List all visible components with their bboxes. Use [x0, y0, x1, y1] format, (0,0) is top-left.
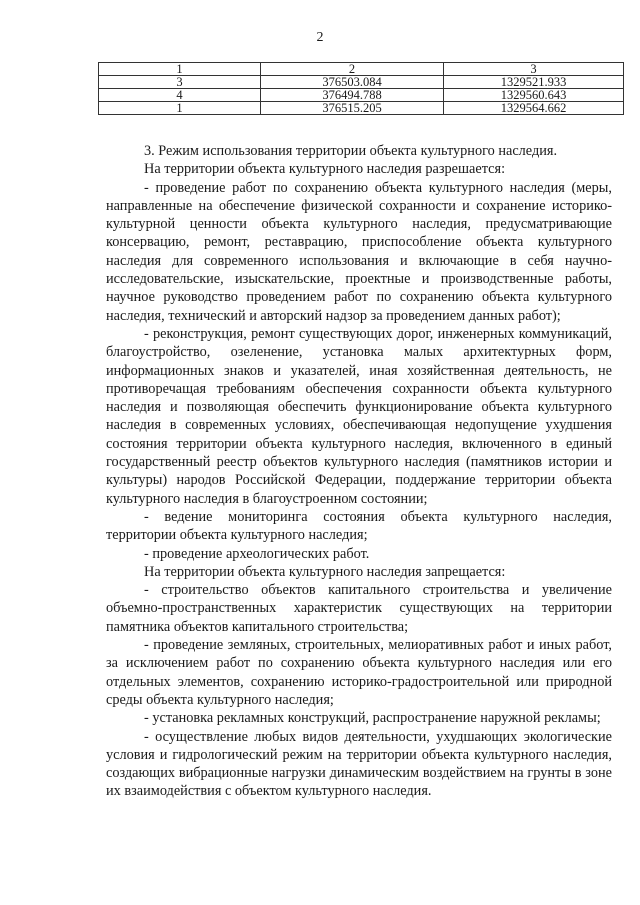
list-item: - строительство объектов капитального строительства и увеличение объемно-пространственных характеристик существующих на территории памятника объектов капитального строительства;	[106, 582, 612, 635]
table-cell-y: 1329521.933	[444, 76, 624, 89]
table-header-row	[99, 63, 624, 76]
table-cell-y: 1329564.662	[444, 102, 624, 115]
coordinates-table	[98, 62, 624, 115]
table-cell-x: 376503.084	[261, 76, 444, 89]
table-header-cell: 2	[261, 63, 444, 76]
section-heading: 3. Режим использования территории объекта культурного наследия.	[144, 143, 558, 159]
table-cell-x: 376515.205	[261, 102, 444, 115]
table-cell-y: 1329560.643	[444, 89, 624, 102]
table-row	[99, 89, 624, 102]
list-item: - реконструкция, ремонт существующих дорог, инженерных коммуникаций, благоустройство, озеленение, установка малых архитектурных форм, информационных знаков и указателей, иная хозяйственная деятельность, не противоречащая требованиям обеспечения сохранности объекта культурного наследия и позволяющая обеспечить функционирование объекта культурного наследия в современных условиях, обеспечивающая недопущение ухудшения состояния территории объекта культурного наследия, включенного в единый государственный реестр объектов культурного наследия (памятников истории и культуры) народов Российской Федерации, поддержание территории объекта культурного наследия в благоустроенном состоянии;	[106, 325, 612, 507]
table-row	[99, 76, 624, 89]
document-body	[106, 142, 612, 801]
list-item: - ведение мониторинга состояния объекта культурного наследия, территории объекта культурного наследия;	[106, 508, 612, 544]
paragraph-prohibited-intro: На территории объекта культурного наследия запрещается:	[144, 563, 506, 580]
paragraph-permitted-intro: На территории объекта культурного наследия разрешается:	[144, 161, 506, 178]
list-item: - осуществление любых видов деятельности, ухудшающих экологические условия и гидрологический режим на территории объекта культурного наследия, создающих вибрационные нагрузки динамическим воздействием на грунты в зоне их взаимодействия с объектом культурного наследия.	[106, 728, 612, 800]
list-item: - проведение археологических работ.	[144, 545, 370, 562]
page-number: 2	[316, 30, 324, 45]
list-item: - проведение земляных, строительных, мелиоративных работ и иных работ, за исключением работ по сохранению объекта культурного наследия или его отдельных элементов, сохранению историко-градостроительной или природной среды объекта культурного наследия;	[106, 637, 612, 708]
table-cell-point: 3	[99, 76, 261, 89]
table-cell-point: 1	[99, 102, 261, 115]
table-row	[99, 102, 624, 115]
list-item: - установка рекламных конструкций, распространение наружной рекламы;	[144, 710, 601, 727]
table-cell-point: 4	[99, 89, 261, 102]
table-header-cell: 1	[99, 63, 261, 76]
table-header-cell: 3	[444, 63, 624, 76]
list-item: - проведение работ по сохранению объекта культурного наследия (меры, направленные на обеспечение физической сохранности и сохранение историко-культурной ценности объекта культурного наследия, предусматривающие консервацию, ремонт, реставрацию, приспособление объекта культурного наследия для современного использования и включающие в себя научно-исследовательские, изыскательские, проектные и производственные работы, научное руководство проведением работ по сохранению объекта культурного наследия, технический и авторский надзор за проведением данных работ);	[106, 179, 612, 324]
table-cell-x: 376494.788	[261, 89, 444, 102]
